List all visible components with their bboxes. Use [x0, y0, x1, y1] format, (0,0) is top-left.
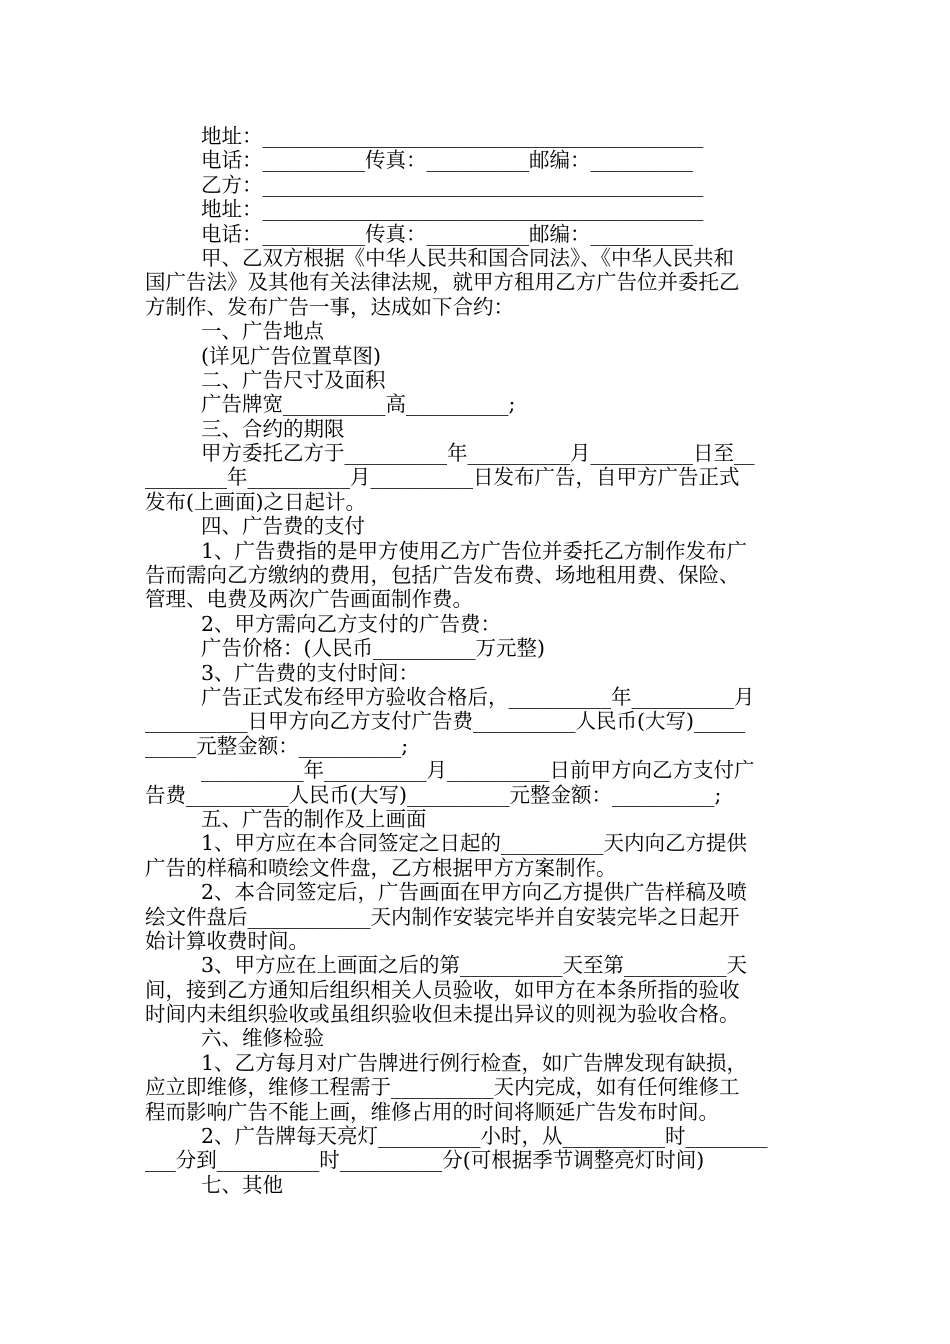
contract-line: 地址：___________________________________________ [201, 197, 704, 222]
contract-line: 甲方委托乙方于__________年__________月__________日至__ [201, 441, 755, 466]
contract-line: 发布(上画面)之日起计。 [145, 489, 366, 514]
contract-line: ________年__________月__________日发布广告，自甲方广告正式 [145, 465, 740, 490]
contract-line: 甲、乙双方根据《中华人民共和国合同法》、《中华人民共和 [201, 245, 734, 270]
contract-line: 告而需向乙方缴纳的费用，包括广告发布费、场地租用费、保险、 [145, 563, 740, 588]
contract-line: 二、广告尺寸及面积 [201, 367, 386, 392]
contract-line: 广告牌宽__________高__________; [201, 392, 516, 417]
contract-line: 1、广告费指的是甲方使用乙方广告位并委托乙方制作发布广 [201, 538, 748, 563]
contract-line: 七、其他 [201, 1172, 283, 1197]
contract-line: 管理、电费及两次广告画面制作费。 [145, 587, 473, 612]
contract-line: 地址：___________________________________________ [201, 124, 704, 148]
contract-line: __________日甲方向乙方支付广告费__________人民币(大写)_____ [145, 709, 746, 734]
contract-line: 时间内未组织验收或虽组织验收但未提出异议的则视为验收合格。 [145, 1002, 740, 1027]
contract-line: 2、本合同签定后，广告画面在甲方向乙方提供广告样稿及喷 [201, 880, 748, 905]
contract-line: 1、甲方应在本合同签定之日起的__________天内向乙方提供 [201, 831, 748, 856]
contract-line: 2、广告牌每天亮灯__________小时，从__________时________ [201, 1124, 768, 1149]
contract-line: 广告价格：(人民币__________万元整) [201, 636, 545, 661]
contract-line: 五、广告的制作及上画面 [201, 806, 427, 831]
contract-line: 国广告法》及其他有关法律法规，就甲方租用乙方广告位并委托乙 [145, 270, 740, 295]
contract-line: 始计算收费时间。 [145, 928, 309, 953]
contract-line: 方制作、发布广告一事，达成如下合约： [145, 294, 514, 319]
contract-line: (详见广告位置草图) [201, 343, 381, 368]
contract-line: 乙方：___________________________________________ [201, 172, 704, 197]
contract-line: __________年__________月__________日前甲方向乙方支付广 [201, 758, 755, 783]
contract-line: 2、甲方需向乙方支付的广告费： [201, 611, 502, 636]
contract-line: 广告正式发布经甲方验收合格后，__________年__________月 [201, 684, 755, 709]
contract-line: 电话：__________传真：__________邮编：__________ [201, 148, 693, 173]
contract-line: 程而影响广告不能上画，维修占用的时间将顺延广告发布时间。 [145, 1099, 719, 1124]
contract-line: 告费__________人民币(大写)__________元整金额：__________; [145, 782, 722, 807]
contract-line: 六、维修检验 [201, 1026, 324, 1051]
contract-line: ___分到__________时__________分(可根据季节调整亮灯时间) [145, 1148, 705, 1173]
contract-line: 间，接到乙方通知后组织相关人员验收，如甲方在本条所指的验收 [145, 977, 740, 1002]
contract-line: 广告的样稿和喷绘文件盘，乙方根据甲方方案制作。 [145, 855, 617, 880]
contract-line: 一、广告地点 [201, 319, 324, 344]
contract-line: 3、甲方应在上画面之后的第__________天至第__________天 [201, 953, 748, 978]
contract-line: 应立即维修，维修工程需于__________天内完成，如有任何维修工 [145, 1075, 740, 1100]
contract-line: 电话：__________传真：__________邮编：__________ [201, 221, 693, 246]
contract-line: 绘文件盘后____________天内制作安装完毕并自安装完毕之日起开 [145, 904, 740, 929]
contract-page [145, 124, 810, 1197]
contract-line: 三、合约的期限 [201, 416, 345, 441]
contract-line: 1、乙方每月对广告牌进行例行检查，如广告牌发现有缺损， [201, 1050, 748, 1075]
contract-line: 四、广告费的支付 [201, 514, 365, 539]
contract-line: _____元整金额：__________; [145, 733, 409, 758]
contract-line: 3、广告费的支付时间： [201, 660, 420, 685]
